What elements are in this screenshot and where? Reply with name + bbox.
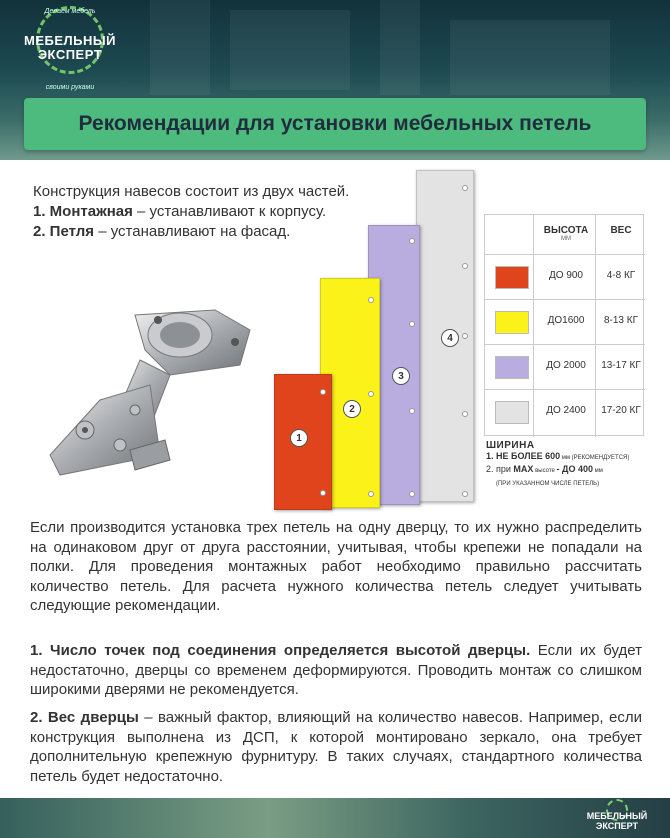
door-hole	[409, 408, 415, 414]
intro-item-1: 1. Монтажная – устанавливают к корпусу.	[33, 203, 327, 220]
door-number: 3	[392, 367, 410, 385]
door-number: 4	[441, 329, 459, 347]
door-hole	[409, 321, 415, 327]
logo-bottom-text: своими руками	[45, 84, 95, 91]
door-hole	[368, 297, 374, 303]
door-hole	[368, 391, 374, 397]
door-hole	[462, 185, 468, 191]
intro-item-2: 2. Петля – устанавливают на фасад.	[33, 223, 291, 240]
color-swatch	[495, 401, 529, 424]
header-weight: ВЕС	[610, 225, 632, 236]
table-row: ДО 2400 17-20 КГ	[485, 390, 645, 435]
hinge-illustration	[40, 290, 270, 490]
paragraph-1: Если производится установка трех петель на одну дверцу, то их нужно распределить на одинаковом друг от друга расстоянии, учитывая, чтобы крепежи не попадали на полки. Для проведения монтажных работ необходимо правильно рассчитать количество петель. Для расчета нужного количества петель следует учитывать следующие рекомендации.	[30, 519, 642, 614]
header-height: ВЫСОТА ММ	[543, 225, 589, 242]
door-hole	[462, 263, 468, 269]
color-swatch	[495, 356, 529, 379]
door-hole	[409, 238, 415, 244]
color-swatch	[495, 266, 529, 289]
intro-text	[33, 182, 349, 242]
color-swatch	[495, 311, 529, 334]
footer-logo[interactable]: МЕБЕЛЬНЫЙ ЭКСПЕРТ	[582, 798, 652, 838]
door-number: 1	[290, 429, 308, 447]
header-banner	[0, 0, 670, 160]
hinge-spec-table	[484, 214, 644, 436]
door-4	[416, 170, 474, 502]
door-1	[274, 374, 332, 510]
paragraph-2: 1. Число точек под соединения определяется высотой дверцы. Если их будет недостаточно, дверцы со временем деформируются. Проводить монтаж со слишком широкими дверями не рекомендуется.	[30, 642, 642, 698]
door-number: 2	[343, 400, 361, 418]
title-bar	[24, 98, 646, 150]
logo-line1: МЕБЕЛЬНЫЙ	[24, 33, 116, 48]
table-row: ДО 900 4-8 КГ	[485, 255, 645, 300]
door-hole	[320, 389, 326, 395]
width-notes: ШИРИНА 1. НЕ БОЛЕЕ 600 мм (РЕКОМЕНДУЕТСЯ) 2. при MAX высоте - ДО 400 мм (ПРИ УКАЗАННОМ ЧИСЛЕ ПЕТЕЛЬ)	[486, 440, 630, 487]
door-hole	[409, 491, 415, 497]
footer-banner	[0, 798, 670, 838]
door-hole	[320, 490, 326, 496]
door-hole	[368, 491, 374, 497]
door-hole	[462, 411, 468, 417]
brand-logo[interactable]	[14, 6, 126, 98]
door-hole	[462, 333, 468, 339]
table-row: ДО1600 8-13 КГ	[485, 300, 645, 345]
table-header	[485, 215, 645, 255]
table-row: ДО 2000 13-17 КГ	[485, 345, 645, 390]
logo-top-text: Делаем мебель	[44, 8, 96, 15]
page-title: Рекомендации для установки мебельных петель	[78, 112, 592, 135]
door-hole	[462, 491, 468, 497]
intro-line: Конструкция навесов состоит из двух частей.	[33, 183, 350, 200]
paragraph-3: 2. Вес дверцы – важный фактор, влияющий на количество навесов. Например, если конструкция выполнена из ДСП, к которой монтировано зеркало, она требует дополнительную крепежную фурнитуру. В таких случаях, стандартного количества петель будет недостаточно.	[30, 709, 642, 785]
logo-line2: ЭКСПЕРТ	[37, 47, 103, 62]
